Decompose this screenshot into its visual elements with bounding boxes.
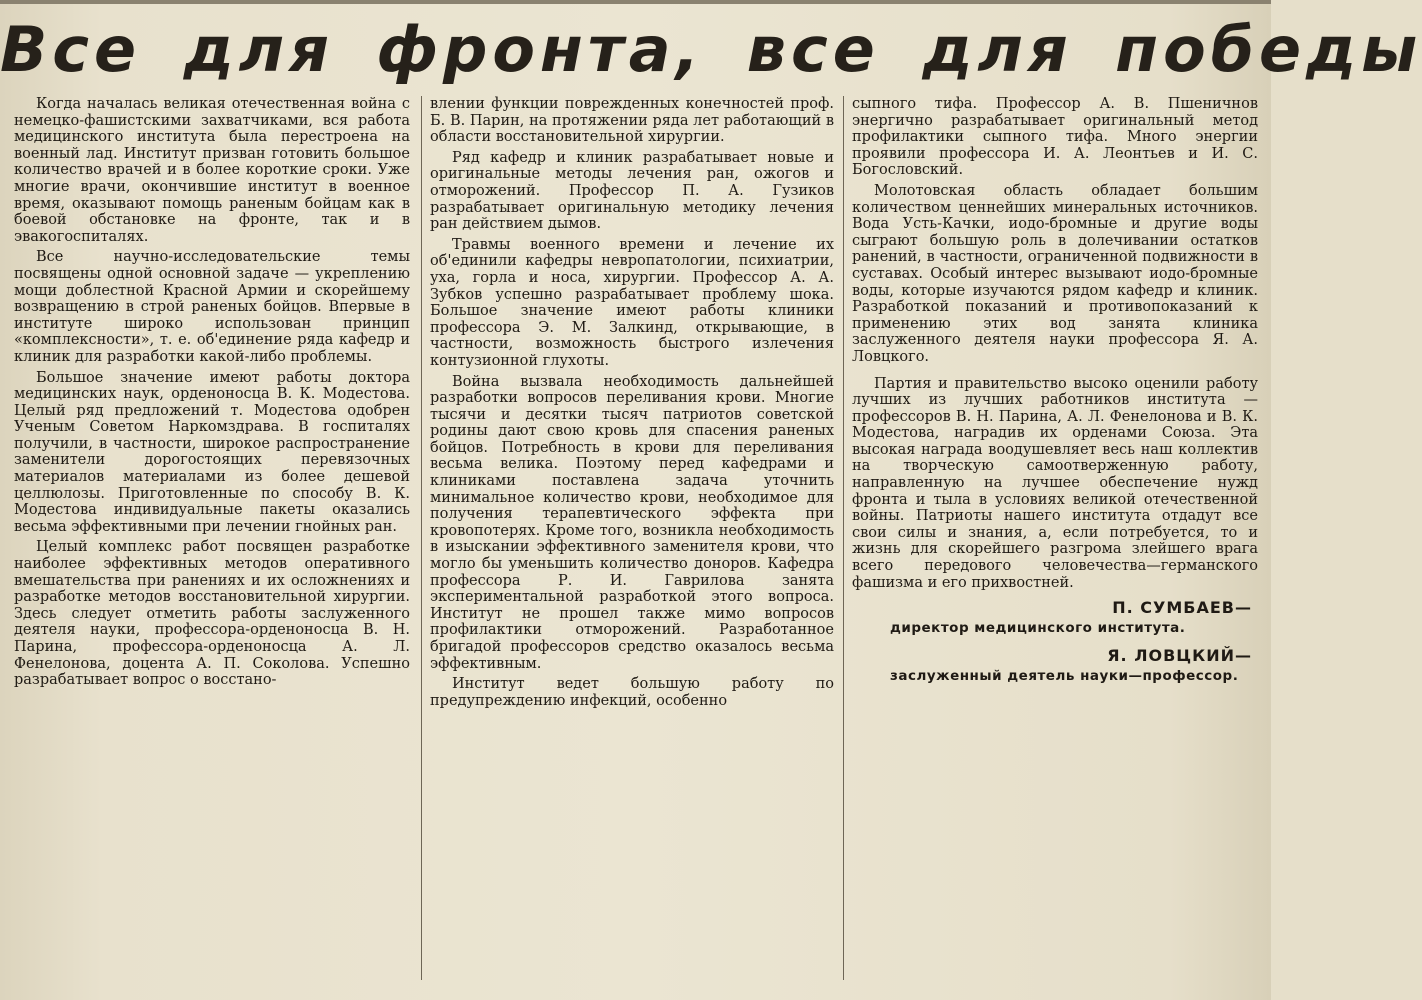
article-column-1 [14,96,410,986]
top-rule [0,0,1271,4]
signature-title: заслуженный деятель науки—профессор. [890,668,1239,685]
paragraph: Травмы военного времени и лечение их об'единили кафедры невропатологии, психиатрии, уха, горла и носа, хирургии. Профессор А. А. Зубков успешно разрабатывает проблему шока. Большое значение имеют работы клиники профессора Э. М. Залкинд, открывающие, в частности, возможность быстрого излечения контузионной глухоты. [430,236,834,369]
paragraph: Война вызвала необходимость дальнейшей разработки вопросов переливания крови. Многие тысячи и десятки тысяч патриотов советской родины дают свою кровь для спасения раненых бойцов. Потребность в крови для переливания весьма велика. Поэтому перед кафедрами и клиниками поставлена задача уточнить минимальное количество крови, необходимое для получения терапевтического эффекта при кровопотерях. Кроме того, возникла необходимость в изыскании эффективного заменителя крови, что могло бы уменьшить количество доноров. Кафедра профессора Р. И. Гаврилова занята экспериментальной разработкой этого вопроса. Институт не прошел также мимо вопросов профилактики отморожений. Разработанное бригадой профессоров средство оказалось весьма эффективным. [430,373,834,672]
paragraph: Институт ведет большую работу по предупреждению инфекций, особенно [430,676,834,709]
paragraph: Большое значение имеют работы доктора медицинских наук, орденоносца В. К. Модестова. Целый ряд предложений т. Модестова одобрен Ученым Советом Наркомздрава. В госпиталях получили, в частности, широкое распространение заменители дорогостоящих перевязочных материалов материалами из более дешевой целлюлозы. Приготовленные по способу В. К. Модестова индивидуальные пакеты оказались весьма эффективными при лечении гнойных ран. [14,369,410,535]
signature-name: П. СУМБАЕВ— [1112,598,1252,618]
signature-block [852,597,1258,685]
paragraph: Когда началась великая отечественная война с немецко-фашистскими захватчиками, вся работа медицинского института была перестроена на военный лад. Институт призван готовить большое количество врачей и в более короткие сроки. Уже многие врачи, окончившие институт в военное время, оказывают помощь раненым бойцам как в боевой обстановке на фронте, так и в эвакогоспиталях. [14,96,410,245]
paragraph: сыпного тифа. Профессор А. В. Пшеничнов энергично разрабатывает оригинальный метод профилактики сыпного тифа. Много энергии проявили профессора И. А. Леонтьев и И. С. Богословский. [852,96,1258,179]
paragraph: Целый комплекс работ посвящен разработке наиболее эффективных методов оперативного вмешательства при ранениях и их осложнениях и разработке методов восстановительной хирургии. Здесь следует отметить работы заслуженного деятеля науки, профессора-орденоносца В. Н. Парина, профессора-орденоносца А. Л. Фенелонова, доцента А. П. Соколова. Успешно разрабатывает вопрос о восстано- [14,539,410,689]
article-column-2 [430,96,834,986]
signature-title: директор медицинского института. [890,620,1186,637]
article-column-3 [852,96,1258,986]
column-divider [421,96,422,980]
paragraph: Все научно-исследовательские темы посвящены одной основной задаче — укреплению мощи доблестной Красной Армии и скорейшему возвращению в строй раненых бойцов. Впервые в институте широко использован принцип «комплексности», т. е. об'единение ряда кафедр и клиник для разработки какой-либо проблемы. [14,249,410,365]
column-divider [843,96,844,980]
paragraph: Молотовская область обладает большим количеством ценнейших минеральных источников. Вода Усть-Качки, иодо-бромные и другие воды сыграют большую роль в долечивании остатков ранений, в частности, ограниченной подвижности в суставах. Особый интерес вызывают иодо-бромные воды, которые изучаются рядом кафедр и клиник. Разработкой показаний и противопоказаний к применению этих вод занята клиника заслуженного деятеля науки профессора Я. А. Ловцкого. [852,182,1258,365]
signature-name: Я. ЛОВЦКИЙ— [1107,646,1252,666]
paragraph: Ряд кафедр и клиник разрабатывает новые и оригинальные методы лечения ран, ожогов и отморожений. Профессор П. А. Гузиков разрабатывает оригинальную методику лечения ран действием дымов. [430,149,834,233]
headline: Все для фронта, все для победы [0,13,1422,86]
paragraph: Партия и правительство высоко оценили работу лучших из лучших работников института — профессоров В. Н. Парина, А. Л. Фенелонова и В. К. Модестова, наградив их орденами Союза. Эта высокая награда воодушевляет весь наш коллектив на творческую самоотверженную работу, направленную на лучшее обеспечение нужд фронта и тыла в условиях великой отечественной войны. Патриоты нашего института отдадут все свои силы и знания, а, если потребуется, то и жизнь для скорейшего разгрома злейшего врага всего передового человечества—германского фашизма и его прихвостней. [852,375,1258,591]
paragraph: влении функции поврежденных конечностей проф. Б. В. Парин, на протяжении ряда лет работающий в области восстановительной хирургии. [430,96,834,146]
